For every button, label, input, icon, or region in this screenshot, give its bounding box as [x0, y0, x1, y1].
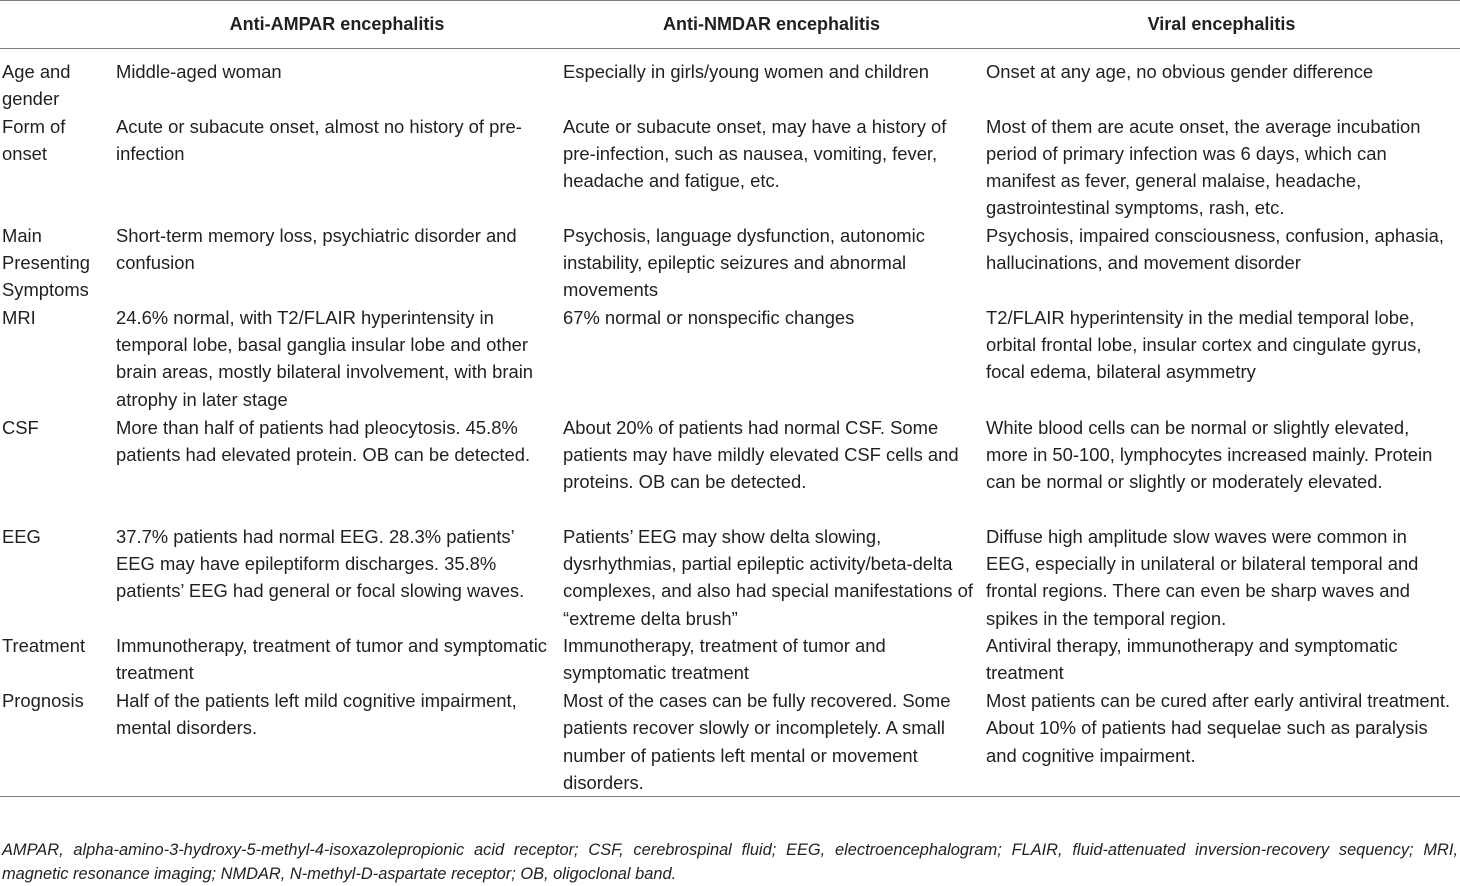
cell-anti-ampar: Half of the patients left mild cognitive impairment, mental disorders.: [114, 687, 560, 797]
cell-anti-ampar: 24.6% normal, with T2/FLAIR hyperintensity in temporal lobe, basal ganglia insular lobe and other brain areas, mostly bilateral involvement, with brain atrophy in later stage: [116, 306, 534, 410]
cell-viral: Most of them are acute onset, the average incubation period of primary infection was 6 days, which can manifest as fever, general malaise, headache, gastrointestinal symptoms, rash, etc.: [986, 115, 1421, 219]
cell-anti-nmdar: Acute or subacute onset, may have a history of pre-infection, such as nausea, vomiting, fever, headache and fatigue, etc.: [563, 115, 947, 192]
cell-viral: White blood cells can be normal or slightly elevated, more in 50-100, lymphocytes increased mainly. Protein can be normal or slightly or moderately elevated.: [986, 416, 1433, 493]
header-anti-nmdar: Anti-NMDAR encephalitis: [560, 1, 983, 49]
cell-viral: Psychosis, impaired consciousness, confusion, aphasia, hallucinations, and movement disorder: [986, 224, 1444, 274]
cell-anti-nmdar: Patients’ EEG may show delta slowing, dysrhythmias, partial epileptic activity/beta-delta complexes, and also had special manifestations of “extreme delta brush”: [563, 525, 973, 629]
table-row-csf: [0, 414, 1460, 523]
cell-anti-ampar: Acute or subacute onset, almost no history of pre-infection: [116, 115, 522, 164]
cell-anti-nmdar: 67% normal or nonspecific changes: [563, 306, 855, 328]
table-footnote: AMPAR, alpha-amino-3-hydroxy-5-methyl-4-isoxazolepropionic acid receptor; CSF, cerebrospinal fluid; EEG, electroencephalogram; FLAIR, fluid-attenuated inversion-recovery sequency; MRI, magnetic resonance imaging; NMDAR, N-methyl-D-aspartate receptor; OB, oligoclonal band.: [2, 841, 1458, 884]
cell-anti-nmdar: About 20% of patients had normal CSF. Some patients may have mildly elevated CSF cells and proteins. OB can be detected.: [563, 416, 959, 493]
table-row-age-gender: [0, 49, 1460, 113]
row-label: EEG: [2, 525, 41, 547]
cell-viral: Antiviral therapy, immunotherapy and symptomatic treatment: [986, 634, 1398, 684]
table-row-mri: [0, 304, 1460, 414]
header-viral: Viral encephalitis: [983, 1, 1460, 49]
table-row-main-symptoms: [0, 222, 1460, 304]
cell-anti-ampar: Immunotherapy, treatment of tumor and symptomatic treatment: [116, 634, 547, 684]
row-label: Prognosis: [0, 687, 114, 797]
table-row-treatment: [0, 632, 1460, 687]
table-row-prognosis: [0, 687, 1460, 797]
cell-anti-nmdar: Especially in girls/young women and children: [563, 61, 929, 82]
table-header-row: [0, 1, 1460, 49]
cell-anti-ampar: Short-term memory loss, psychiatric disorder and confusion: [116, 224, 517, 274]
table-row-form-of-onset: [0, 113, 1460, 222]
row-label: Age and gender: [2, 61, 71, 110]
cell-anti-nmdar: Immunotherapy, treatment of tumor and symptomatic treatment: [563, 634, 886, 684]
cell-anti-nmdar: Most of the cases can be fully recovered. Some patients recover slowly or incompletely. A small number of patients left mental or movement disorders.: [560, 687, 983, 797]
cell-viral: Most patients can be cured after early antiviral treatment. About 10% of patients had sequelae such as paralysis and cognitive impairment.: [983, 687, 1460, 797]
cell-viral: T2/FLAIR hyperintensity in the medial temporal lobe, orbital frontal lobe, insular cortex and cingulate gyrus, focal edema, bilateral asymmetry: [986, 306, 1422, 383]
header-feature: [0, 1, 114, 49]
cell-anti-ampar: Middle-aged woman: [116, 61, 282, 82]
cell-viral: Diffuse high amplitude slow waves were common in EEG, especially in unilateral or bilateral temporal and frontal regions. There can even be sharp waves and spikes in the temporal region.: [986, 525, 1419, 629]
cell-viral: Onset at any age, no obvious gender difference: [986, 61, 1374, 82]
row-label: Form of onset: [2, 115, 66, 164]
row-label: Main Presenting Symptoms: [2, 224, 90, 301]
row-label: MRI: [2, 306, 36, 328]
table-row-eeg: [0, 523, 1460, 632]
cell-anti-nmdar: Psychosis, language dysfunction, autonomic instability, epileptic seizures and abnormal movements: [563, 224, 925, 301]
cell-anti-ampar: 37.7% patients had normal EEG. 28.3% patients’ EEG may have epileptiform discharges. 35.8% patients’ EEG had general or focal slowing waves.: [116, 525, 525, 602]
cell-anti-ampar: More than half of patients had pleocytosis. 45.8% patients had elevated protein. OB can be detected.: [116, 416, 531, 466]
header-anti-ampar: Anti-AMPAR encephalitis: [114, 1, 560, 49]
row-label: Treatment: [2, 634, 86, 656]
row-label: CSF: [2, 416, 39, 438]
